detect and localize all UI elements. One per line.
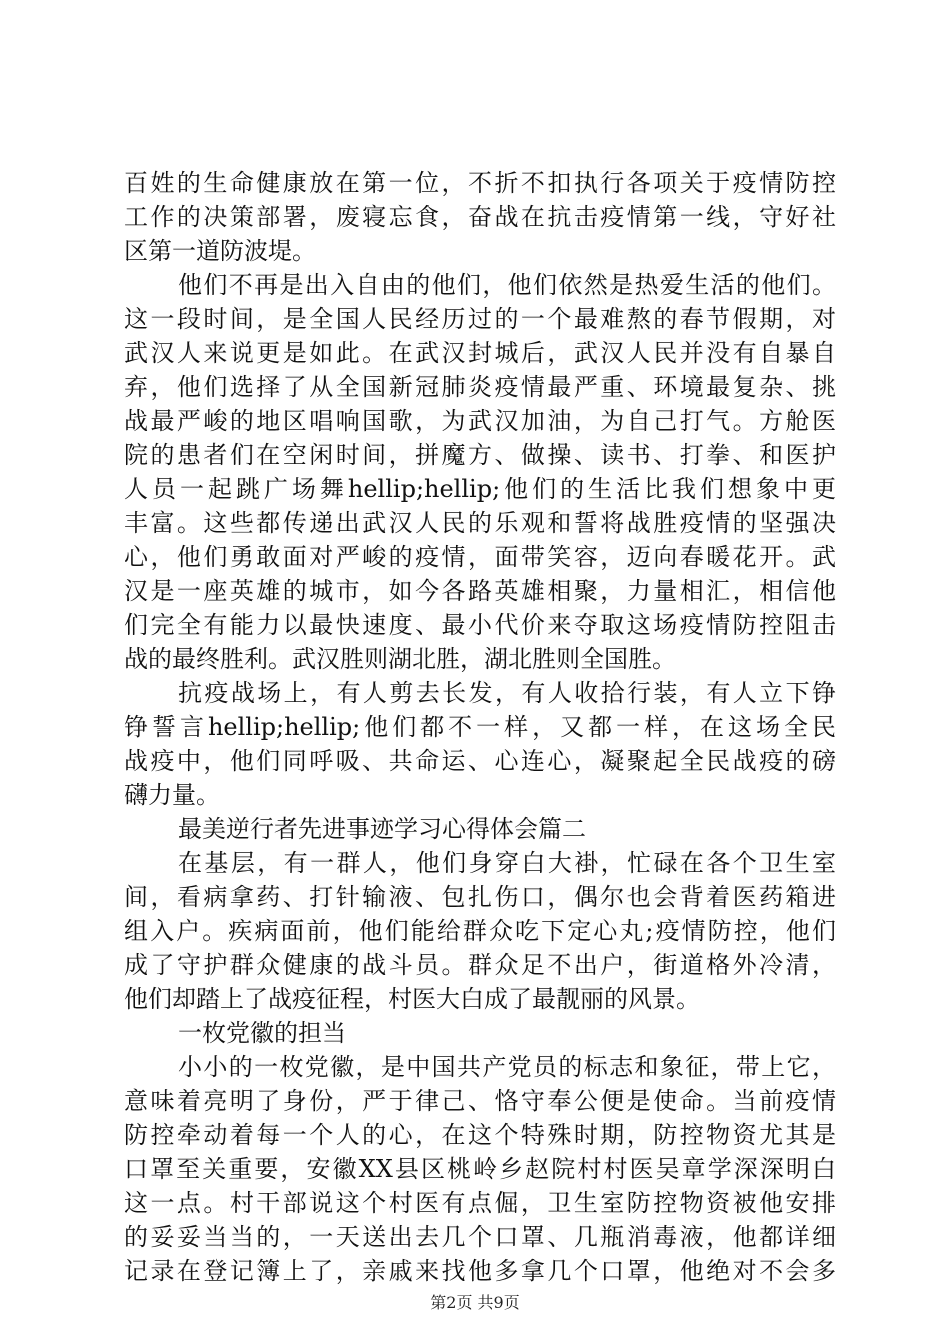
text-line: 成了守护群众健康的战斗员。群众足不出户，街道格外冷清，: [124, 951, 836, 979]
text-line: 战的最终胜利。武汉胜则湖北胜，湖北胜则全国胜。: [124, 645, 676, 673]
text-line: 他们不再是出入自由的他们，他们依然是热爱生活的他们。: [178, 271, 836, 299]
text-line: 防控牵动着每一个人的心，在这个特殊时期，防控物资尤其是: [124, 1121, 836, 1149]
text-line: 口罩至关重要，安徽XX县区桃岭乡赵院村村医吴章学深深明白: [124, 1155, 836, 1183]
text-line: 汉是一座英雄的城市，如今各路英雄相聚，力量相汇，相信他: [124, 577, 836, 605]
text-line: 这一点。村干部说这个村医有点倔，卫生室防控物资被他安排: [124, 1189, 836, 1217]
text-line: 在基层，有一群人，他们身穿白大褂，忙碌在各个卫生室: [178, 849, 836, 877]
text-line: 区第一道防波堤。: [124, 237, 316, 265]
text-line: 礴力量。: [124, 781, 220, 809]
text-line: 丰富。这些都传递出武汉人民的乐观和誓将战胜疫情的坚强决: [124, 509, 836, 537]
text-line: 百姓的生命健康放在第一位，不折不扣执行各项关于疫情防控: [124, 169, 836, 197]
text-line: 弃，他们选择了从全国新冠肺炎疫情最严重、环境最复杂、挑: [124, 373, 836, 401]
text-line: 的妥妥当当的，一天送出去几个口罩、几瓶消毒液，他都详细: [124, 1223, 836, 1251]
text-line: 战最严峻的地区唱响国歌，为武汉加油，为自己打气。方舱医: [124, 407, 836, 435]
text-line: 院的患者们在空闲时间，拼魔方、做操、读书、打拳、和医护: [124, 441, 836, 469]
text-line: 他们却踏上了战疫征程，村医大白成了最靓丽的风景。: [124, 985, 700, 1013]
section-heading: 最美逆行者先进事迹学习心得体会篇二: [178, 815, 586, 843]
text-line: 组入户。疾病面前，他们能给群众吃下定心丸;疫情防控，他们: [124, 917, 836, 945]
text-line: 武汉人来说更是如此。在武汉封城后，武汉人民并没有自暴自: [124, 339, 836, 367]
section-heading: 一枚党徽的担当: [178, 1019, 346, 1047]
text-line: 心，他们勇敢面对严峻的疫情，面带笑容，迈向春暖花开。武: [124, 543, 836, 571]
text-line: 小小的一枚党徽，是中国共产党员的标志和象征，带上它，: [178, 1053, 836, 1081]
document-body: [124, 166, 836, 1288]
text-line: 这一段时间，是全国人民经历过的一个最难熬的春节假期，对: [124, 305, 836, 333]
text-line: 记录在登记簿上了，亲戚来找他多拿几个口罩，他绝对不会多: [124, 1257, 836, 1285]
text-line: 间，看病拿药、打针输液、包扎伤口，偶尔也会背着医药箱进: [124, 883, 836, 911]
text-line: 战疫中，他们同呼吸、共命运、心连心，凝聚起全民战疫的磅: [124, 747, 836, 775]
text-line: 意味着亮明了身份，严于律己、恪守奉公便是使命。当前疫情: [124, 1087, 836, 1115]
text-line: 们完全有能力以最快速度、最小代价来夺取这场疫情防控阻击: [124, 611, 836, 639]
text-line: 工作的决策部署，废寝忘食，奋战在抗击疫情第一线，守好社: [124, 203, 836, 231]
text-line: 铮誓言hellip;hellip;他们都不一样，又都一样，在这场全民: [124, 713, 836, 741]
page-footer: 第2页 共9页: [430, 1293, 520, 1312]
text-line: 抗疫战场上，有人剪去长发，有人收拾行装，有人立下铮: [178, 679, 836, 707]
text-line: 人员一起跳广场舞hellip;hellip;他们的生活比我们想象中更: [124, 475, 836, 503]
